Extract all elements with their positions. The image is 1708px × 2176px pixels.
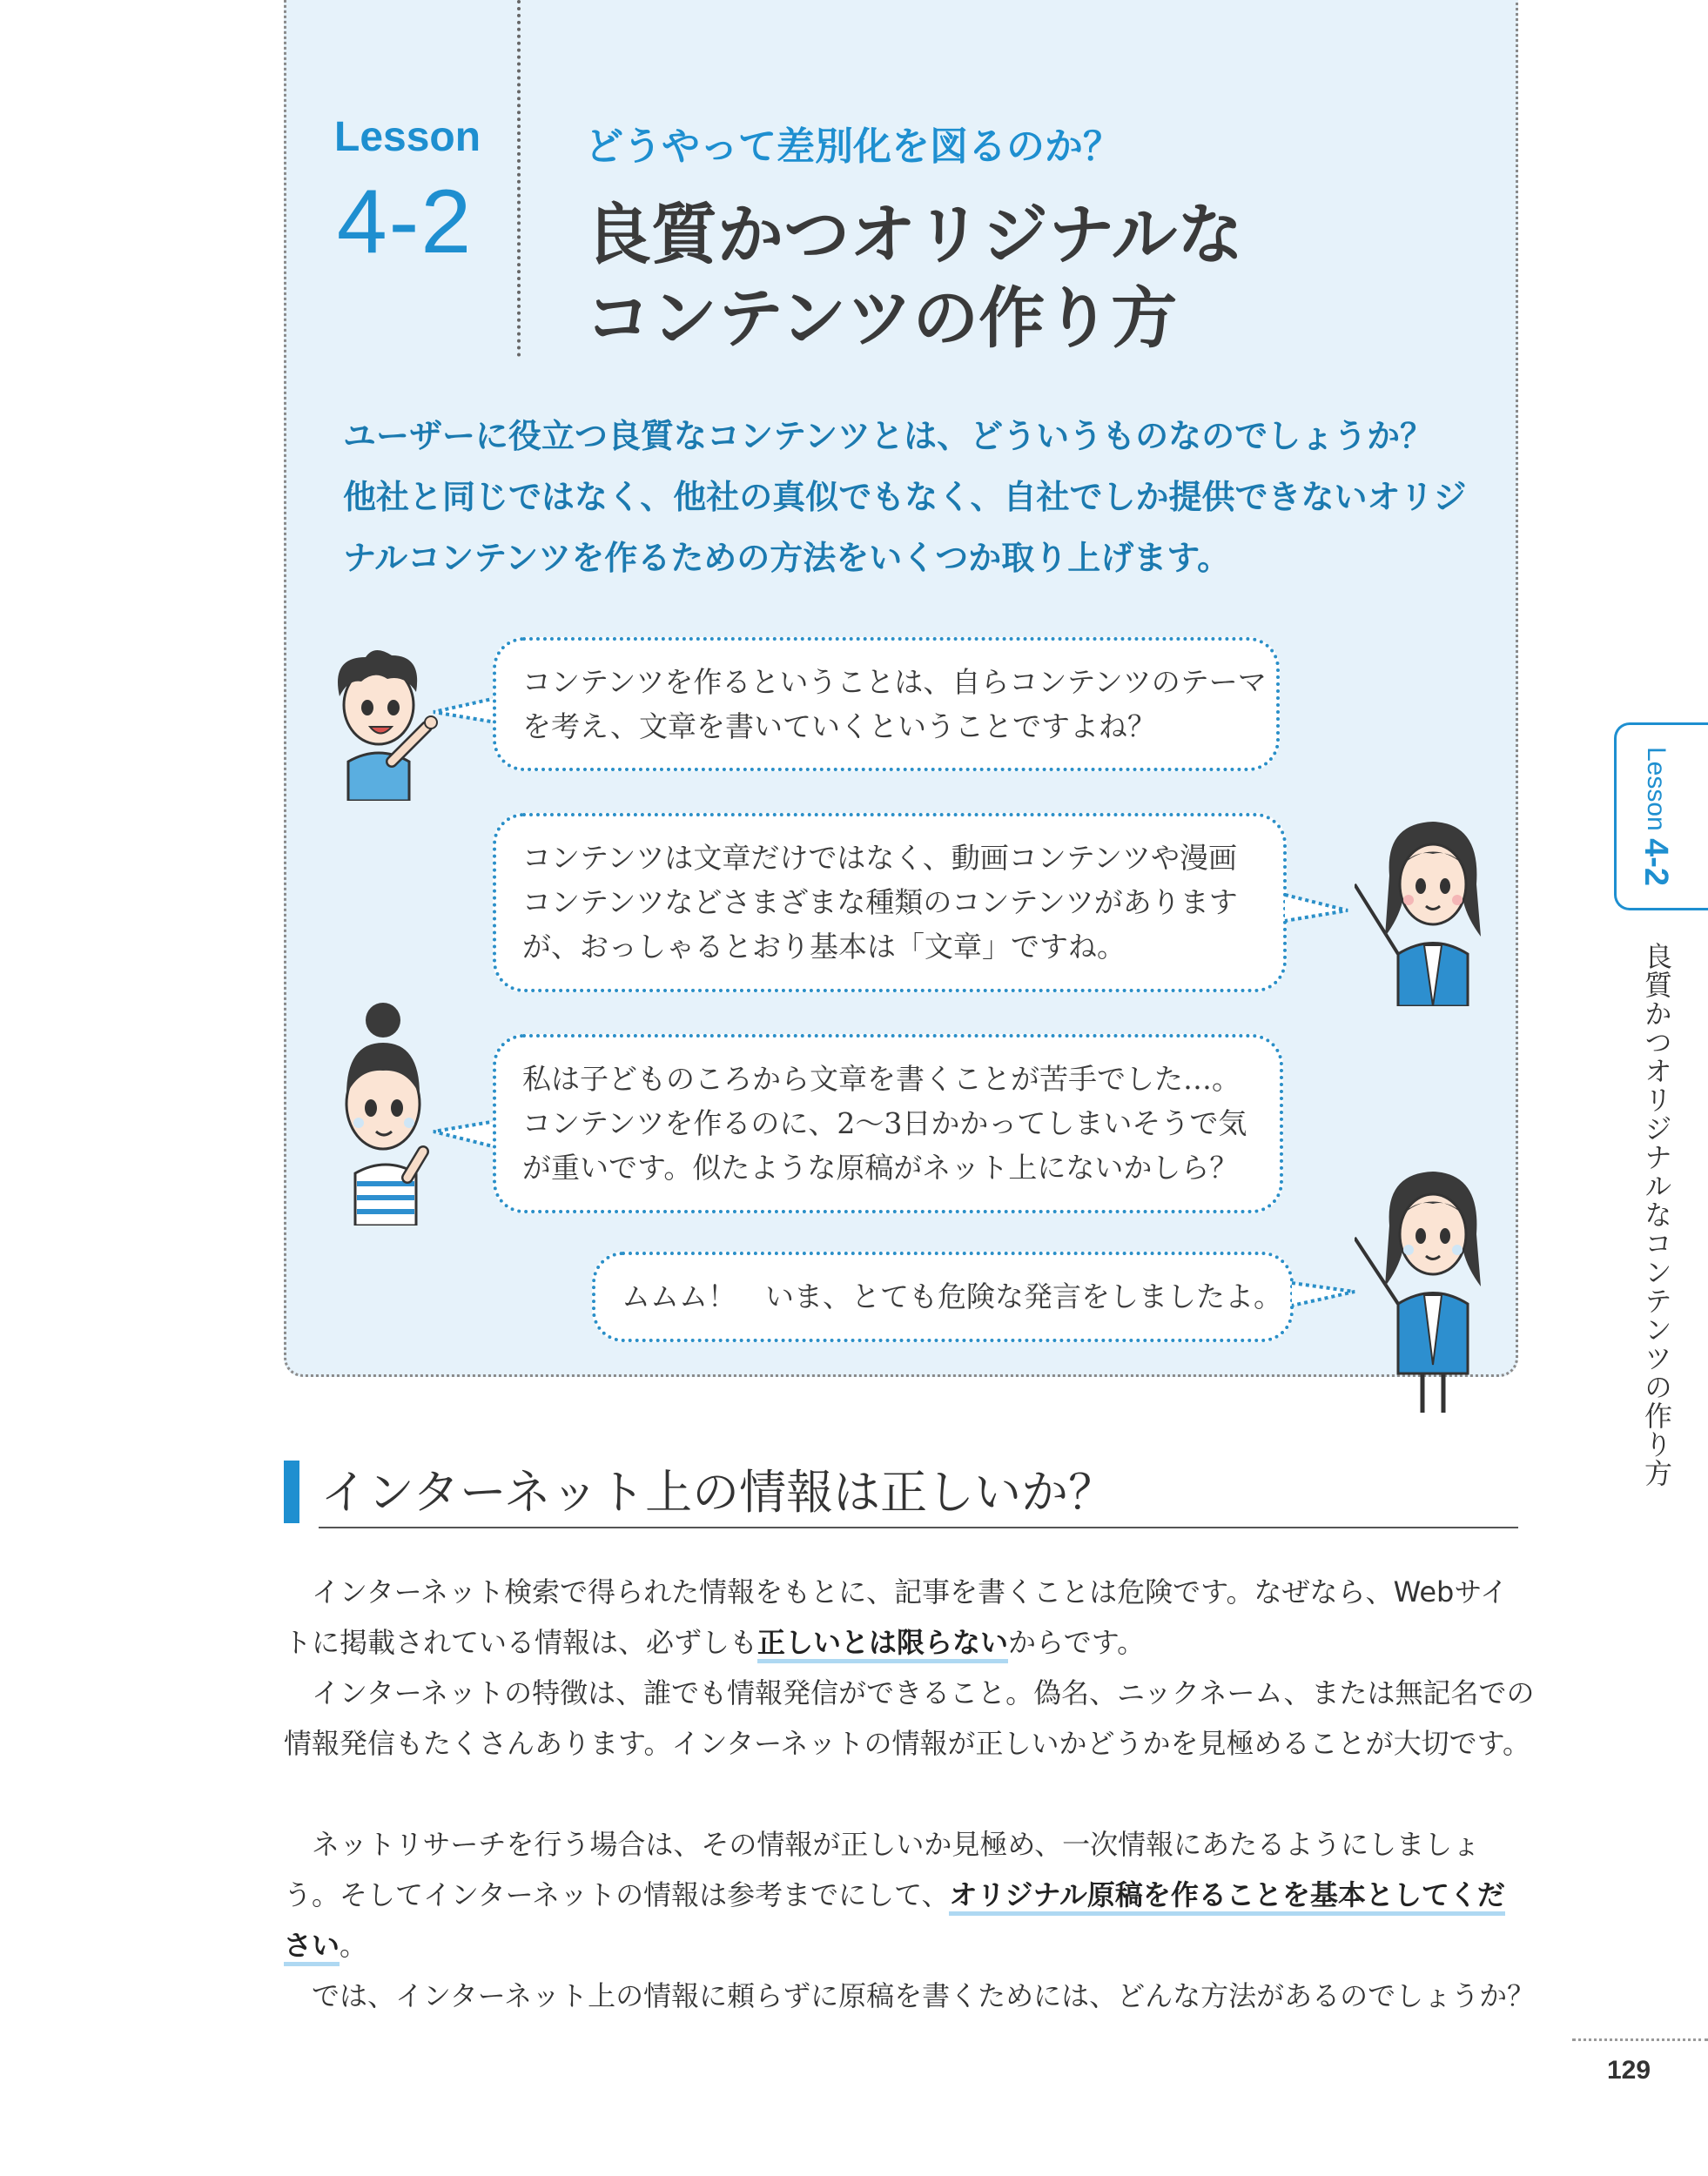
text-run: う。そしてインターネットの情報は参考までにして、 xyxy=(284,1878,950,1911)
speech-bubble xyxy=(493,637,1280,771)
lesson-intro xyxy=(343,406,1475,588)
speech-bubble xyxy=(592,1252,1294,1342)
teacher-character-illustration xyxy=(1355,1165,1503,1417)
highlighted-phrase: さい xyxy=(284,1929,340,1966)
bubble-tail xyxy=(430,688,500,731)
speech-bubble xyxy=(493,1034,1283,1213)
bubble-line: が重いです。似たような原稿がネット上にないかしら？ xyxy=(522,1151,1239,1185)
section-heading: インターネット上の情報は正しいか？ xyxy=(320,1465,1116,1520)
paragraph-line: 情報発信もたくさんあります。インターネットの情報が正しいかどうかを見極めることが大切です。 xyxy=(284,1727,1531,1760)
paragraph-line xyxy=(284,1920,1520,1971)
lesson-subtitle: どうやって差別化を図るのか？ xyxy=(585,124,1121,169)
highlighted-phrase: オリジナル原稿を作ることを基本としてくだ xyxy=(949,1878,1504,1916)
side-tab-label xyxy=(1637,747,1674,886)
section-heading-bar xyxy=(284,1461,299,1523)
intro-line: ユーザーに役立つ良質なコンテンツとは、どういうものなのでしょうか？ xyxy=(343,417,1434,455)
section-rule xyxy=(319,1527,1518,1528)
bubble-line: コンテンツは文章だけではなく、動画コンテンツや漫画 xyxy=(522,841,1238,875)
bubble-line: が、おっしゃるとおり基本は「文章」ですね。 xyxy=(522,930,1126,964)
bubble-line: コンテンツを作るのに、2〜3日かかってしまいそうで気 xyxy=(522,1106,1247,1140)
body-text xyxy=(284,1567,1536,2021)
text-run: 。 xyxy=(340,1929,368,1962)
bubble-tail xyxy=(430,1112,500,1156)
header-divider xyxy=(517,0,521,357)
lesson-title xyxy=(585,193,1243,360)
paragraph-line xyxy=(284,1870,1520,1920)
paragraph-line xyxy=(284,1617,1520,1668)
bubble-line: コンテンツなどさまざまな種類のコンテンツがあります xyxy=(522,885,1238,919)
bubble-line: コンテンツを作るということは、自らコンテンツのテーマ xyxy=(522,665,1267,699)
side-tab-lesson: Lesson xyxy=(1642,747,1671,839)
lesson-number: 4-2 xyxy=(336,171,474,272)
teacher-character-illustration xyxy=(1355,815,1503,1006)
bubble-line: ムムム！ いま、とても危険な発言をしましたよ。 xyxy=(622,1279,1282,1313)
page-number: 129 xyxy=(1607,2056,1651,2085)
boy-character-illustration xyxy=(313,640,444,801)
bubble-line: を考え、文章を書いていくということですよね？ xyxy=(522,709,1156,743)
bubble-tail xyxy=(1288,1273,1358,1316)
side-running-title: 良質かつオリジナルなコンテンツの作り方 xyxy=(1640,942,1673,1488)
lesson-label: Lesson xyxy=(334,114,481,160)
intro-line: ナルコンテンツを作るための方法をいくつか取り上げます。 xyxy=(343,539,1231,577)
text-run: トに掲載されている情報は、必ずしも xyxy=(284,1626,758,1659)
bubble-tail xyxy=(1281,886,1351,930)
page-number-rule xyxy=(1572,2038,1708,2041)
bubble-line: 私は子どものころから文章を書くことが苦手でした…。 xyxy=(522,1062,1241,1096)
lesson-title-line: 良質かつオリジナルな xyxy=(585,196,1244,273)
paragraph-line: ネットリサーチを行う場合は、その情報が正しいか見極め、一次情報にあたるようにしましょ xyxy=(284,1828,1481,1861)
text-run: からです。 xyxy=(1008,1626,1146,1659)
lesson-title-line: コンテンツの作り方 xyxy=(585,279,1178,357)
side-tab-number: 4-2 xyxy=(1637,838,1674,886)
paragraph-line: インターネットの特徴は、誰でも情報発信ができること。偽名、ニックネーム、または無記名での xyxy=(284,1676,1535,1709)
paragraph-line: では、インターネット上の情報に頼らずに原稿を書くためには、どんな方法があるのでしょうか？ xyxy=(284,1979,1536,2012)
highlighted-phrase: 正しいとは限らない xyxy=(757,1626,1008,1663)
paragraph-line: インターネット検索で得られた情報をもとに、記事を書くことは危険です。なぜなら、Webサイ xyxy=(284,1575,1509,1608)
paragraph-gap xyxy=(284,1769,1520,1819)
speech-bubble xyxy=(493,813,1287,992)
intro-line: 他社と同じではなく、他社の真似でもなく、自社でしか提供できないオリジ xyxy=(343,478,1467,516)
